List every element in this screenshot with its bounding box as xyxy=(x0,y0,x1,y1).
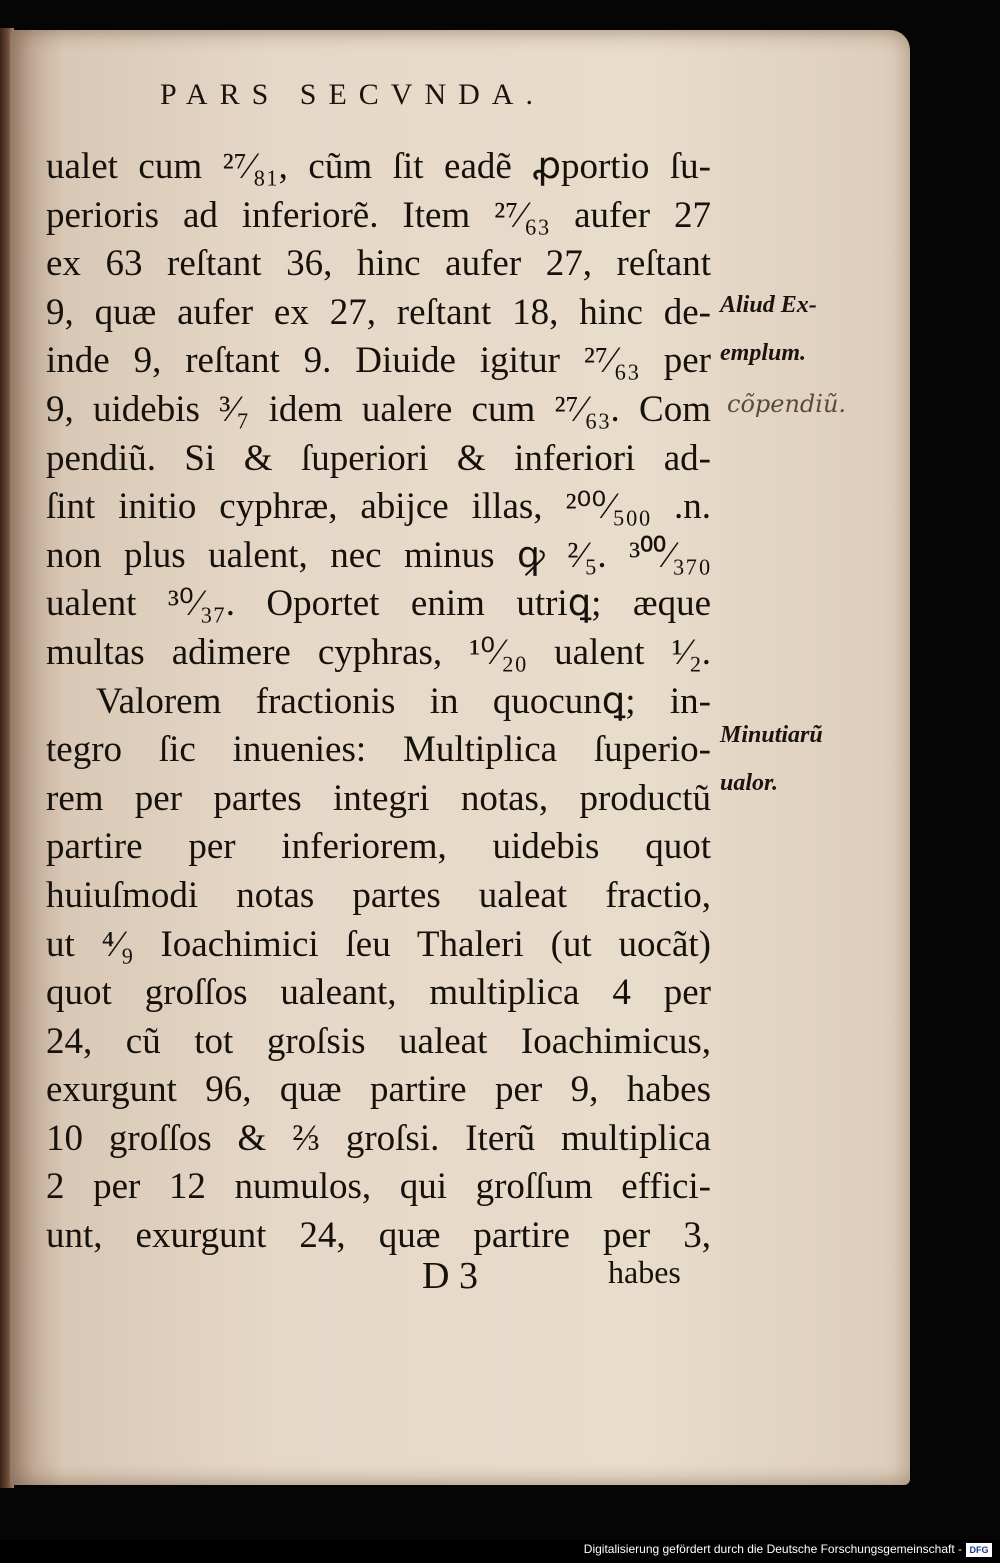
credit-bar xyxy=(0,1540,1000,1563)
dfg-logo: DFG xyxy=(966,1543,992,1557)
text-line: ut ⁴⁄₉ Ioachimici ſeu Thaleri (ut uocãt) xyxy=(46,923,711,965)
text-line: Valorem fractionis in quocunꝗ; in- xyxy=(96,680,711,722)
text-line: ualet cum ²⁷⁄₈₁, cũm ſit eadẽ ꝓportio ſu- xyxy=(46,146,711,187)
text-line: huiuſmodi notas partes ualeat fractio, xyxy=(46,874,711,916)
text-line: ex 63 reſtant 36, hinc aufer 27, reſtant xyxy=(46,243,711,285)
text-line: quot groſſos ualeant, multiplica 4 per xyxy=(46,972,711,1014)
text-line: 2 per 12 numulos, qui groſſum effici- xyxy=(46,1166,711,1208)
signature-mark: D 3 xyxy=(422,1255,478,1297)
text-line: ſint initio cyphræ, abijce illas, ²⁰⁰⁄₅₀₀ .n. xyxy=(46,486,711,528)
running-header: PARS SECVNDA. xyxy=(160,78,545,111)
text-line: 9, quæ aufer ex 27, reſtant 18, hinc de- xyxy=(46,291,711,333)
handwritten-annotation: cõpendiũ. xyxy=(727,390,847,418)
text-line: non plus ualent, nec minus ꝙ ²⁄₅. ³⁰⁰⁄₃₇₀ xyxy=(46,534,711,576)
text-line: perioris ad inferiorẽ. Item ²⁷⁄₆₃ aufer 27 xyxy=(46,194,711,236)
marginal-note-aliud-exemplum-1: Aliud Ex- xyxy=(720,292,817,318)
text-line: 10 groſſos & ⅔ groſsi. Iterũ multiplica xyxy=(46,1117,711,1159)
text-line: unt, exurgunt 24, quæ partire per 3, xyxy=(46,1215,711,1257)
marginal-note-minutiarum-2: ualor. xyxy=(720,770,779,796)
marginal-note-minutiarum-1: Minutiarũ xyxy=(720,722,823,748)
text-line: 24, cũ tot groſsis ualeat Ioachimicus, xyxy=(46,1020,711,1062)
text-line: partire per inferiorem, uidebis quot xyxy=(46,826,711,868)
text-line: ualent ³⁰⁄₃₇. Oportet enim utriꝗ; æque xyxy=(46,583,711,625)
text-line: exurgunt 96, quæ partire per 9, habes xyxy=(46,1069,711,1111)
funding-credit: Digitalisierung gefördert durch die Deutsche Forschungsgemeinschaft - xyxy=(583,1542,962,1556)
text-line: rem per partes integri notas, productũ xyxy=(46,777,711,819)
catchword: habes xyxy=(608,1254,681,1290)
text-line: 9, uidebis ³⁄₇ idem ualere cum ²⁷⁄₆₃. Com xyxy=(46,388,711,430)
text-line: inde 9, reſtant 9. Diuide igitur ²⁷⁄₆₃ per xyxy=(46,340,711,382)
text-line: tegro ſic inuenies: Multiplica ſuperio- xyxy=(46,729,711,771)
marginal-note-aliud-exemplum-2: emplum. xyxy=(720,340,807,366)
text-line: pendiũ. Si & ſuperiori & inferiori ad- xyxy=(46,437,711,479)
text-line: multas adimere cyphras, ¹⁰⁄₂₀ ualent ¹⁄₂. xyxy=(46,631,711,673)
body-text xyxy=(46,143,711,1261)
